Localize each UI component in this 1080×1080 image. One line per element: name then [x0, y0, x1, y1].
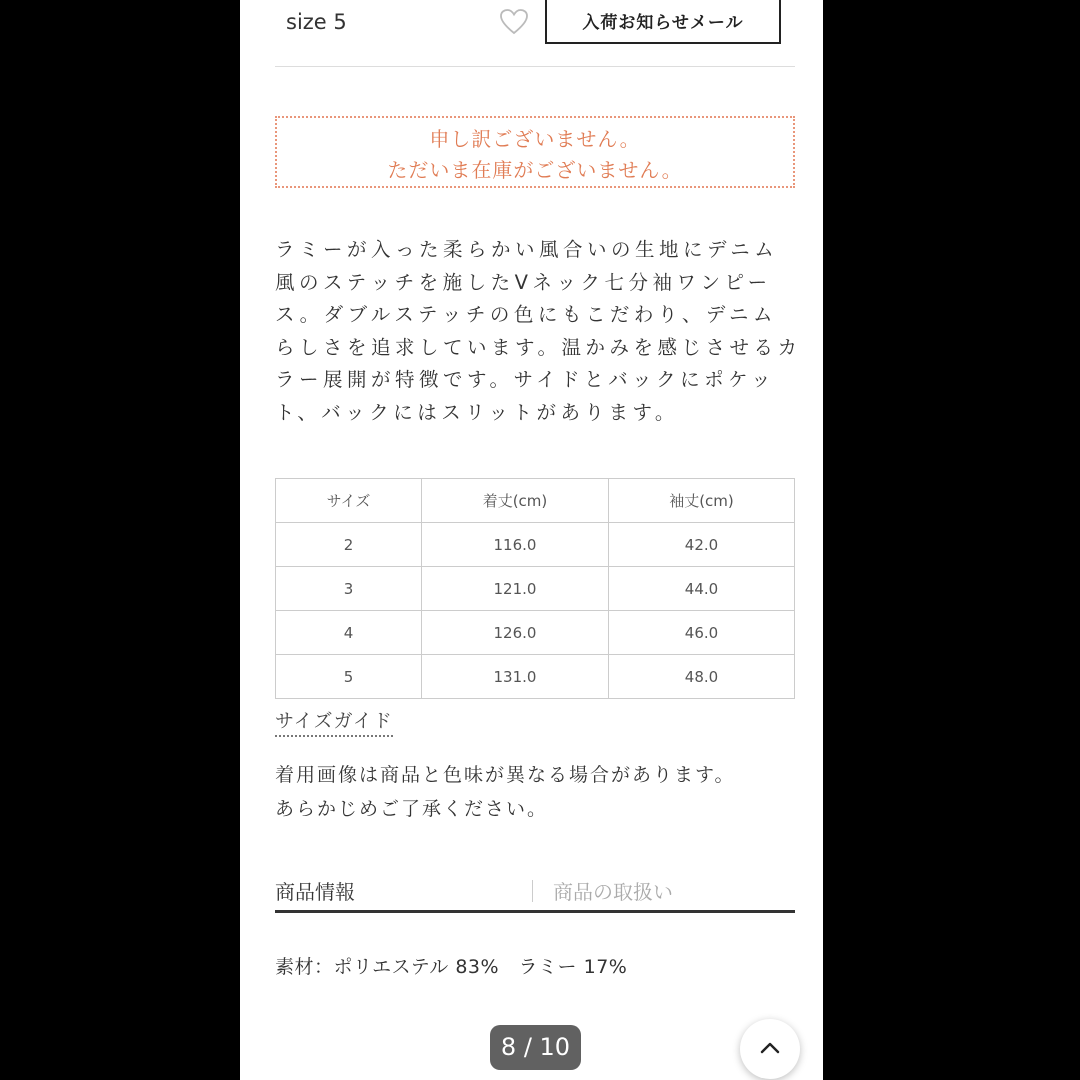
size-label: size 5: [286, 10, 347, 34]
column-header: サイズ: [276, 479, 422, 523]
tab-underline: [275, 910, 795, 913]
table-row: [276, 523, 795, 567]
table-row: [276, 567, 795, 611]
table-row: [276, 655, 795, 699]
heart-icon[interactable]: [498, 6, 530, 38]
restock-notify-button[interactable]: 入荷お知らせメール: [545, 0, 781, 44]
description-line: ス。ダブルステッチの色にもこだわり、デニム: [275, 303, 778, 326]
tab-separator: [532, 880, 533, 902]
table-cell: 131.0: [422, 655, 609, 699]
table-row: [276, 611, 795, 655]
table-header-row: [276, 479, 795, 523]
table-cell: 42.0: [609, 523, 795, 567]
table-cell: 126.0: [422, 611, 609, 655]
table-cell: 121.0: [422, 567, 609, 611]
table-cell: 48.0: [609, 655, 795, 699]
scroll-to-top-button[interactable]: [740, 1019, 800, 1079]
size-table: [275, 478, 795, 699]
description-line: 風のステッチを施したVネック七分袖ワンピー: [275, 270, 772, 294]
tab-product-care[interactable]: 商品の取扱い: [553, 880, 673, 904]
chevron-up-icon: [759, 1040, 781, 1054]
tab-product-info[interactable]: 商品情報: [275, 880, 355, 904]
description-line: ラー展開が特徴です。サイドとバックにポケッ: [275, 368, 776, 391]
table-cell: 44.0: [609, 567, 795, 611]
sold-out-notice: [275, 116, 795, 188]
product-description: [275, 234, 802, 429]
image-counter: 8 / 10: [490, 1025, 581, 1070]
sold-out-line-2: ただいま在庫がございません。: [387, 158, 683, 182]
material-info: 素材：ポリエステル 83% ラミー 17%: [275, 956, 628, 978]
table-cell: 46.0: [609, 611, 795, 655]
table-cell: 5: [276, 655, 422, 699]
size-row: [275, 0, 795, 50]
info-tabs: [275, 872, 795, 912]
table-cell: 2: [276, 523, 422, 567]
table-cell: 4: [276, 611, 422, 655]
note-line-1: 着用画像は商品と色味が異なる場合があります。: [275, 764, 736, 786]
divider: [275, 66, 795, 67]
description-line: らしさを追求しています。温かみを感じさせるカ: [275, 335, 802, 359]
note-line-2: あらかじめご了承ください。: [275, 798, 549, 820]
sold-out-line-1: 申し訳ございません。: [429, 127, 641, 151]
color-note: [275, 758, 795, 826]
column-header: 着丈(cm): [422, 479, 609, 523]
table-cell: 116.0: [422, 523, 609, 567]
table-cell: 3: [276, 567, 422, 611]
description-line: ト、バックにはスリットがあります。: [275, 400, 679, 424]
product-page: [240, 0, 823, 1080]
description-line: ラミーが入った柔らかい風合いの生地にデニム: [275, 238, 779, 261]
column-header: 袖丈(cm): [609, 479, 795, 523]
size-guide-link[interactable]: サイズガイド: [275, 706, 393, 737]
